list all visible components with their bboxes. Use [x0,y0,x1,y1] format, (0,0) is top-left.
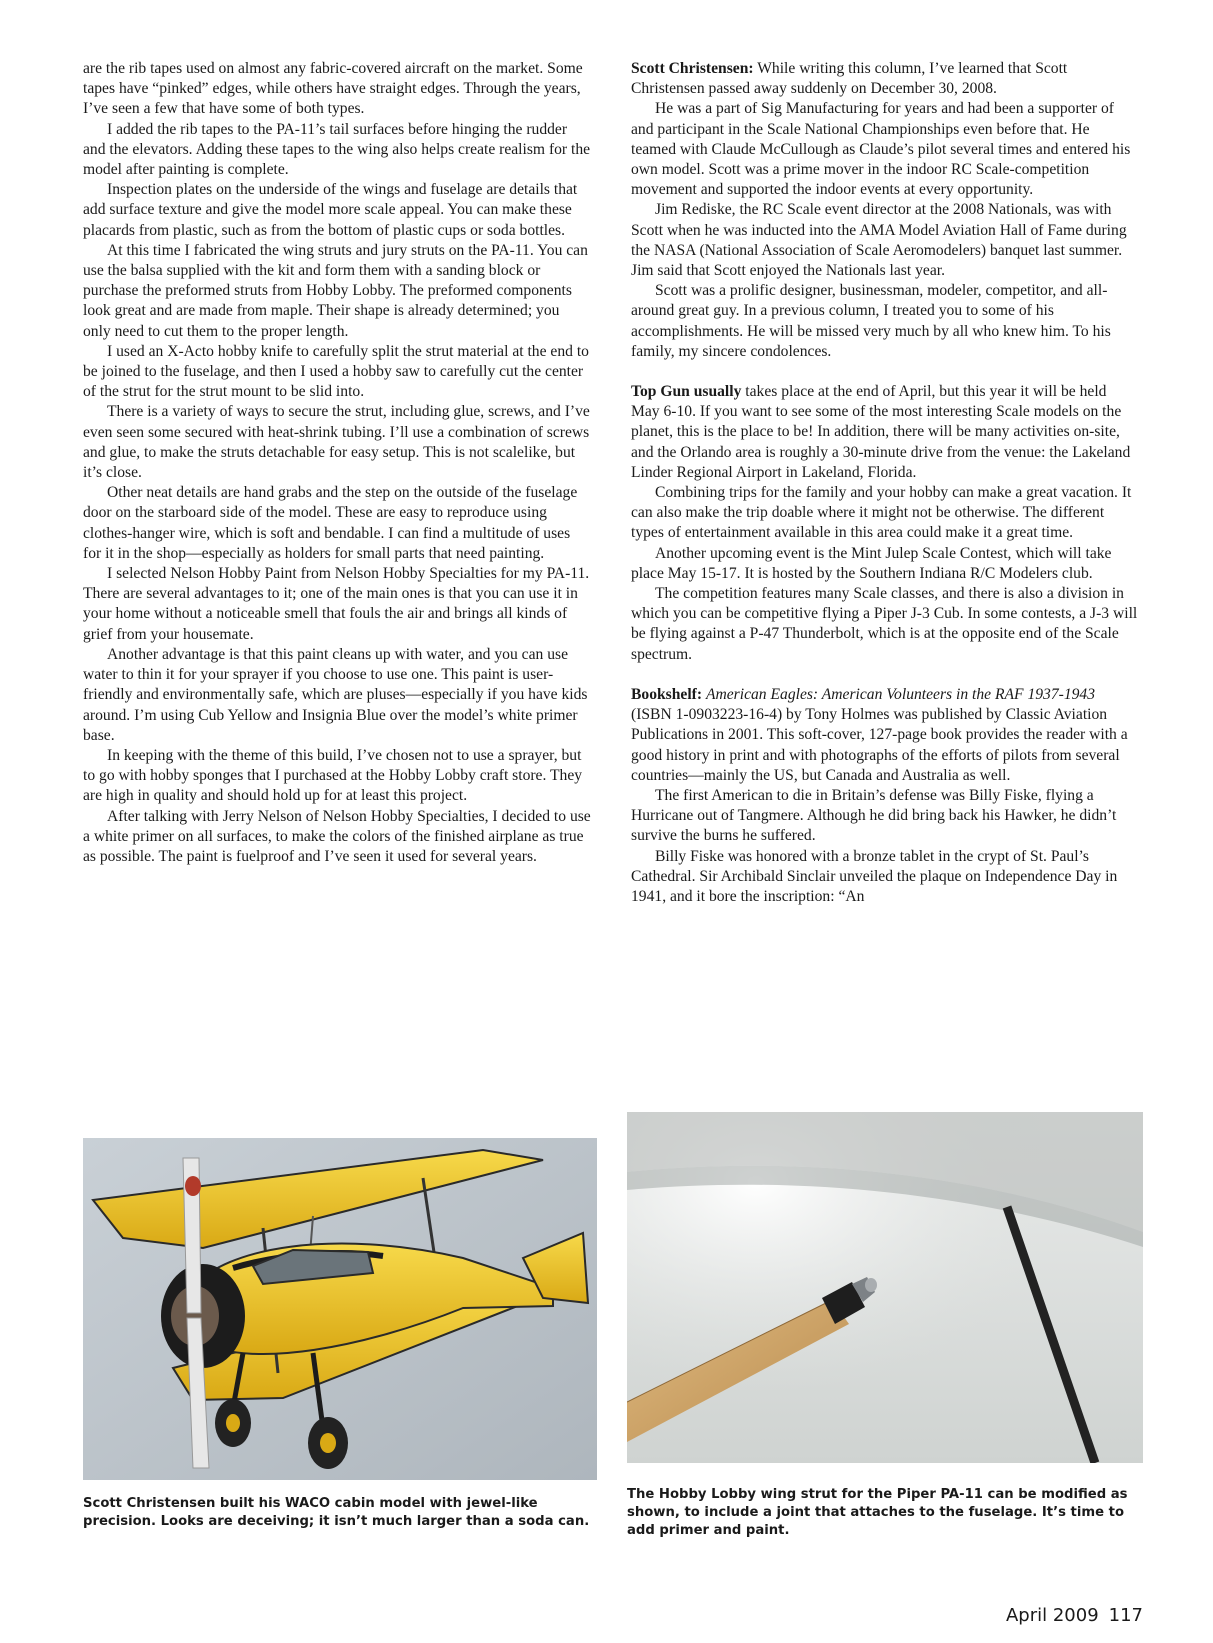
waco-photo-caption: Scott Christensen built his WACO cabin model with jewel-like precision. Looks are deceiving; it isn’t much larger than a soda can. [83,1496,590,1529]
section-christensen-intro [631,59,1138,99]
page-number: 117 [1108,1605,1143,1626]
body-paragraph: In keeping with the theme of this build, I’ve chosen not to use a sprayer, but to go with hobby sponges that I purchased at the Hobby Lobby craft store. They are high in quality and should hold up for at least this project. [83,746,583,805]
issue-date: April 2009 [1005,1605,1099,1626]
wing-strut-illustration [627,1112,1143,1463]
section-first-text: (ISBN 1-0903223-16-4) by Tony Holmes was published by Classic Aviation Publications in 2001. This soft-cover, 127-page book provides the reader with a good history in print and with photographs of the efforts of pilots from several countries—mainly the US, but Canada and Australia as well. [631,706,1128,784]
waco-model-photo [83,1138,597,1480]
section-topgun-intro [631,382,1138,483]
body-paragraph: Scott was a prolific designer, businessman, modeler, competitor, and all-around great guy. In a previous column, I treated you to some of his accomplishments. He will be missed very much by all who knew him. To his family, my sincere condolences. [631,282,1111,360]
section-lead: Top Gun usually [631,383,742,401]
body-paragraph: Other neat details are hand grabs and the step on the outside of the fuselage door on the starboard side of the model. These are easy to reproduce using clothes-hanger wire, which is soft and bendable. I can find a multitude of uses for it in the shop—especially as holders for small parts that need painting. [83,484,578,562]
section-first-text: While writing this column, I’ve learned that Scott Christensen passed away suddenly on December 30, 2008. [631,60,1068,98]
body-paragraph: Inspection plates on the underside of the wings and fuselage are details that add surface texture and give the model more scale appeal. You can make these placards from plastic, such as from the bottom of plastic cups or soda bottles. [83,181,578,239]
body-paragraph: After talking with Jerry Nelson of Nelson Hobby Specialties, I decided to use a white primer on all surfaces, to make the colors of the finished airplane as true as possible. The paint is fuelproof and I’ve seen it used for several years. [83,807,591,865]
body-paragraph: The first American to die in Britain’s defense was Billy Fiske, flying a Hurricane out of Tangmere. Although he did bring back his Hawker, he didn’t survive the burns he suffered. [631,786,1117,845]
body-paragraph: I selected Nelson Hobby Paint from Nelson Hobby Specialties for my PA-11. There are several advantages to it; one of the main ones is that you can use it in your home without a noticeable smell that fouls the air and brings all kinds of grief from your housemate. [83,565,590,643]
body-paragraph: Another advantage is that this paint cleans up with water, and you can use water to thin it for your sprayer if you choose to use one. This paint is user-friendly and environmentally safe, which are pluses—especially if you have kids around. I’m using Cub Yellow and Insignia Blue over the model’s white primer base. [83,645,588,744]
strut-photo-caption: The Hobby Lobby wing strut for the Piper PA-11 can be modified as shown, to include a joint that attaches to the fuselage. It’s time to add primer and paint. [627,1487,1128,1538]
body-paragraph: At this time I fabricated the wing struts and jury struts on the PA-11. You can use the balsa supplied with the kit and form them with a sanding block or purchase the preformed struts from Hobby Lobby. The preformed components look great and are made from maple. Their shape is already determined; you only need to cut them to the proper length. [83,241,588,340]
left-column [83,59,591,867]
body-paragraph: Jim Rediske, the RC Scale event director at the 2008 Nationals, was with Scott when he was inducted into the AMA Model Aviation Hall of Fame during the NASA (National Association of Scale Aeromodelers) banquet last summer. Jim said that Scott enjoyed the Nationals last year. [631,201,1127,280]
body-paragraph: Billy Fiske was honored with a bronze tablet in the crypt of St. Paul’s Cathedral. Sir Archibald Sinclair unveiled the plaque on Independence Day in 1941, and it bore the inscription: “An [631,847,1118,905]
body-paragraph: Combining trips for the family and your hobby can make a great vacation. It can also make the trip doable where it might not be otherwise. The different types of entertainment available in this area could make it a great time. [631,484,1132,542]
body-paragraph: He was a part of Sig Manufacturing for years and had been a supporter of and participant in the Scale National Championships even before that. He teamed with Claude McCullough as Claude’s pilot several times and entered his own model. Scott was a prime mover in the indoor RC Scale-competition movement and supported the indoor events at every opportunity. [631,100,1131,199]
right-column [631,59,1138,907]
body-paragraph: There is a variety of ways to secure the strut, including glue, screws, and I’ve even seen some secured with heat-shrink tubing. I’ll use a combination of screws and glue, to make the struts detachable for easy setup. This is not scalelike, but it’s close. [83,403,590,482]
wing-strut-photo [627,1112,1143,1463]
section-first-text: takes place at the end of April, but this year it will be held May 6-10. If you want to see some of the most interesting Scale models on the planet, this is the place to be! In addition, there will be many activities on-site, and the Orlando area is roughly a 30-minute drive from the venue: the Lakeland Linder Regional Airport in Lakeland, Florida. [631,383,1131,481]
waco-biplane-illustration [83,1138,597,1480]
body-paragraph: The competition features many Scale classes, and there is also a division in which you can be competitive flying a Piper J-3 Cub. In some contests, a J-3 will be flying against a P-47 Thunderbolt, which is at the opposite end of the Scale spectrum. [631,585,1138,663]
body-paragraph: I used an X-Acto hobby knife to carefully split the strut material at the end to be joined to the fuselage, and then I used a hobby saw to carefully cut the center of the strut for the strut mount to be slid into. [83,342,589,401]
body-paragraph: are the rib tapes used on almost any fabric-covered aircraft on the market. Some tapes have “pinked” edges, while others have straight edges. Through the years, I’ve seen a few that have some of both types. [83,60,583,118]
body-paragraph: Another upcoming event is the Mint Julep Scale Contest, which will take place May 15-17. It is hosted by the Southern Indiana R/C Modelers club. [631,544,1112,582]
section-lead: Bookshelf: [631,685,703,703]
section-lead: Scott Christensen: [631,60,754,77]
section-bookshelf-intro [631,685,1138,786]
body-paragraph: I added the rib tapes to the PA-11’s tail surfaces before hinging the rudder and the elevators. Adding these tapes to the wing also helps create realism for the model after painting is complete. [83,120,591,179]
page-footer [1006,1605,1143,1626]
book-title: American Eagles: American Volunteers in the RAF 1937-1943 [705,685,1096,703]
